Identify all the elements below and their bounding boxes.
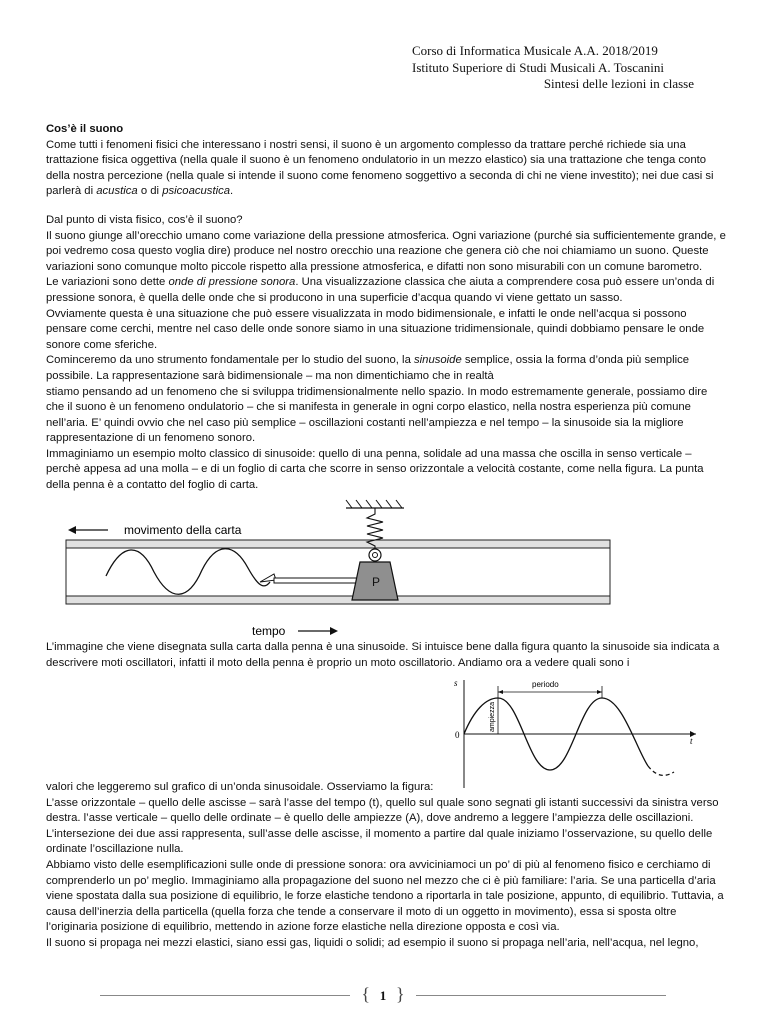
institute-name: Istituto Superiore di Studi Musicali A. Toscanini — [412, 59, 664, 75]
main-content — [46, 122, 726, 494]
brace-left: { — [361, 984, 370, 1004]
section-title-cose-il-suono: Cos’è il suono — [46, 123, 124, 135]
document-header — [412, 43, 694, 93]
period-label: periodo — [532, 680, 559, 689]
paragraph-sinusoid: Cominceremo da uno strumento fondamentale per lo studio del suono, la sinusoide semplice, ossia la forma d’onda più semplice possibile. La rappresentazione sarà bidimensionale – ma non dimentichiamo che in realtà — [46, 354, 690, 382]
pen-paper-figure — [62, 498, 662, 638]
label-tempo: tempo — [252, 624, 286, 638]
label-movimento-carta: movimento della carta — [124, 523, 242, 537]
paragraph-sinusoid-image: L’immagine che viene disegnata sulla carta dalla penna è una sinusoide. Si intuisce bene dalla figura quanto la sinusoide sia indicata a descrivere moti oscillatori, infatti il moto della penna è proprio un moto oscillatorio. Andiamo ora a vedere quali sono i — [46, 641, 720, 669]
footer-line-left — [100, 995, 350, 996]
paragraph-intro: Come tutti i fenomeni fisici che interessano i nostri sensi, il suono è un argomento complesso da trattare perché richiede sia una trattazione fisica oggettiva (nella quale il suono è un fenomeno ondulatorio in un mezzo elastico) sia una trattazione che tenga conto della nostra percezione (nella quale si intende il suono come fenomeno soggettivo a seconda di chi ne viene investito); nei due casi si parlerà di acustica o di psicoacustica. — [46, 138, 714, 198]
period-arrow-right-icon — [597, 690, 602, 694]
spring-hook — [369, 549, 381, 561]
sinusoid-trace — [106, 549, 270, 595]
page-number: 1 — [379, 988, 387, 1003]
page-number-box — [352, 984, 414, 1005]
mass-label: P — [372, 575, 381, 589]
paragraph-graph-values: valori che leggeremo sul grafico di un’onda sinusoidale. Osserviamo la figura: — [46, 781, 434, 793]
paragraph-spherical: Ovviamente questa è una situazione che può essere visualizzata in modo bidimensionale, e infatti le onde nell’acqua si possono pensare come cerchi, mentre nel caso delle onde sonore siamo in una situazione tridimensionale, quindi dobbiamo pensare le onde sonore come sferiche. — [46, 307, 705, 351]
section-graph-explanation — [46, 780, 726, 952]
sine-wave-graph — [452, 676, 702, 788]
paragraph-elastic-media: Il suono si propaga nei mezzi elastici, siano essi gas, liquidi o solidi; ad esempio il suono si propaga nell’aria, nell’acqua, nel legno, — [46, 936, 699, 949]
paragraph-air-particle: Abbiamo visto delle esemplificazioni sulle onde di pressione sonora: ora avviciniamoci un po’ di più al fenomeno fisico e cerchiamo di comprenderlo un po’ meglio. Immaginiamo alla propagazione del suono nel mezzo che ci è più familiare: l’aria. Se una particella d’aria viene spostata dalla sua posizione di equilibrio, le forze elastiche tendono a riportarla in tale posizione, appunto, di equilibrio. Tuttavia, a causa dell’inerzia della particella (quella forza che tende a conservare il moto di un oggetto in movimento), essa si sposta oltre l’originaria posizione di equilibrio, mettendo in azione forze elastiche nella direzione opposta e così via. — [46, 858, 724, 934]
ceiling-hatch — [346, 500, 402, 508]
paragraph-axes: L’asse orizzontale – quello delle ascisse – sarà l’asse del tempo (t), quello sul quale sono segnati gli istanti successivi da sinistra verso destra. l’asse verticale – quello delle ordinate – è quello delle ampiezze (A), dove andremo a leggere l’ampiezza delle oscillazioni. L’intersezione dei due assi rappresenta, sull’asse delle ascisse, il momento a partire dal quale iniziamo l’osservazione, su quello delle ordinate l’oscillazione nulla. — [46, 796, 719, 856]
tempo-arrow-icon — [330, 627, 338, 635]
paragraph-oscillation: stiamo pensando ad un fenomeno che si sviluppa tridimensionalmente nello spazio. In modo estremamente generale, possiamo dire che il suono è un fenomeno ondulatorio – che si manifesta in generale in ogni corpo elastico, nella nostra esperienza più comune nell’aria. E’ quindi ovvio che nel caso più semplice – oscillazioni costanti nell’ampiezza e nel tempo – la sinusoide sia la migliore rappresentazione di un fenomeno sonoro. — [46, 385, 708, 445]
section-title-punto-di-vista-fisico: Dal punto di vista fisico, cos’è il suono? — [46, 213, 243, 226]
y-axis-label: s — [454, 678, 458, 688]
page-footer — [100, 984, 666, 1008]
sine-curve-continuation — [648, 766, 674, 775]
x-axis-label: t — [690, 736, 693, 746]
course-title: Corso di Informatica Musicale A.A. 2018/2019 — [412, 43, 658, 58]
pen-rod — [274, 578, 360, 583]
amplitude-label: ampiezza — [489, 702, 496, 732]
footer-line-right — [416, 995, 666, 996]
period-arrow-left-icon — [498, 690, 503, 694]
paper-top-edge — [66, 540, 610, 548]
origin-label: 0 — [455, 730, 460, 740]
paragraph-pressure-waves: Le variazioni sono dette onde di pressione sonora. Una visualizzazione classica che aiuta a comprendere cosa può essere un’onda di pressione sonora, è quella delle onde che si producono in una superficie d’acqua quando vi viene gettato un sasso. — [46, 276, 715, 304]
paragraph-pressure: Il suono giunge all’orecchio umano come variazione della pressione atmosferica. Ogni variazione (purché sia sufficientemente grande, e poi vedremo cosa questo voglia dire) produce nel nostro orecchio una reazione che genera ciò che noi chiamiamo un suono. Queste variazioni sono comunque molto piccole rispetto alla pressione atmosferica, e difatti non sono misurabili con un comune barometro. — [46, 229, 726, 273]
lesson-subtitle: Sintesi delle lezioni in classe — [543, 76, 694, 91]
brace-right: } — [396, 984, 405, 1004]
paper-bottom-edge — [66, 596, 610, 604]
paragraph-pen-example: Immaginiamo un esempio molto classico di sinusoide: quello di una penna, solidale ad una massa che oscilla in senso verticale – perchè appesa ad una molla – e di un foglio di carta che scorre in senso orizzontale a velocità costante, come nella figura. La punta della penna è a contatto del foglio di carta. — [46, 447, 704, 492]
arrow-head-icon — [68, 526, 76, 534]
